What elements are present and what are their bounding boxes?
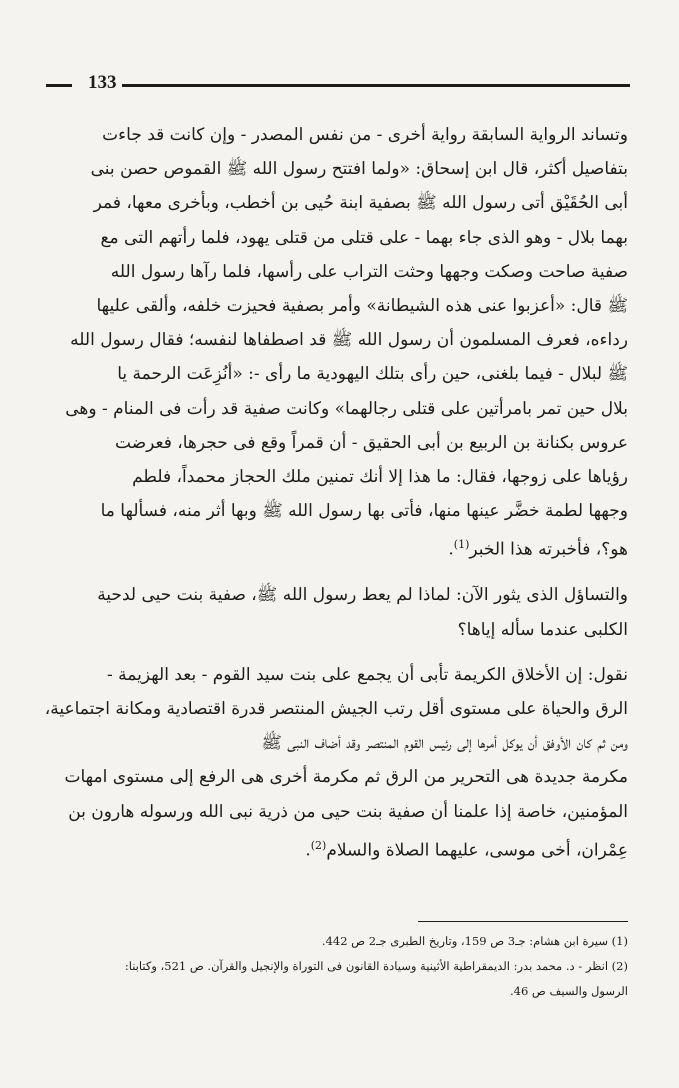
text-line: بهما بلال - وهو الذى جاء بهما - على قتلى من قتلى يهود، فلما رأتهم التى مع: [100, 227, 628, 248]
footnote-ref-1[interactable]: (1): [453, 538, 470, 552]
text-line: وتساند الرواية السابقة رواية أخرى - من نفس المصدر - وإن كانت قد جاءت: [102, 125, 628, 145]
page-header: [40, 70, 630, 100]
footnote-separator: [418, 921, 628, 922]
text-line: وجهها لطمة خضَّر عينها منها، فأتى بها رسول الله ﷺ وبها أثر منه، فسألها ما: [100, 501, 628, 522]
text-line: مكرمة جديدة هى التحرير من الرق ثم مكرمة أخرى هى الرفع إلى مستوى امهات: [64, 767, 628, 788]
text-line: نقول: إن الأخلاق الكريمة تأبى أن يجمع على بنت سيد القوم - بعد الهزيمة -: [107, 664, 628, 685]
header-rule-right: [122, 84, 630, 87]
text-line: ﷺ قال: «أعزبوا عنى هذه الشيطانة» وأمر بصفية فحيزت خلفه، وألقى عليها: [96, 296, 628, 317]
line-text: عِمْران، أخى موسى، عليهما الصلاة والسلام: [326, 840, 628, 861]
text-line: المؤمنين، خاصة إذا علمنا أن صفية بنت حيى من ذرية نبى الله ورسوله هارون بن: [68, 801, 628, 822]
text-line: الكلبى عندما سأله إياها؟: [457, 619, 628, 640]
text-line: بلال حين تمر بامرأتين على قتلى رجالهما» وكانت صفية قد رأت فى المنام - وهى: [65, 398, 628, 419]
text-line: أبى الحُقَيْق أتى رسول الله ﷺ بصفية ابنة حُيى بن أخطب، وبأخرى معها، فمر: [93, 193, 628, 214]
text-line: صفية صاحت وصكت وجهها وحثت التراب على رأسها، فلما رآها رسول الله: [110, 261, 628, 282]
text-line: بتفاصيل أكثر، قال ابن إسحاق: «ولما افتتح رسول الله ﷺ القموص حصن بنى: [90, 159, 628, 180]
line-text: هو؟، فأخبرته هذا الخبر: [469, 540, 628, 561]
header-rule-left: [46, 84, 72, 87]
text-line: ﷺ لبلال - فيما بلغنى، حين رأى بتلك اليهودية ما رأى -: «أنُزِعَت الرحمة يا: [117, 364, 628, 385]
text-line: والتساؤل الذى يثور الآن: لماذا لم يعط رسول الله ﷺ، صفية بنت حيى لدحية: [97, 585, 628, 606]
paragraph-2: [40, 578, 628, 646]
footnote-2: (2) انظر - د. محمد بدر: الديمقراطية الأثينية وسيادة القانون فى التوراة والإنجيل والقرآن. ص 521، وكتابنا:: [124, 959, 628, 973]
footnote-2-continued: الرسول والسيف ص 46.: [509, 984, 628, 998]
page-number: 133: [88, 72, 117, 93]
footnote-ref-2[interactable]: (2): [310, 838, 327, 852]
text-line: رؤياها على زوجها، فقال: ما هذا إلا أنك تمنين ملك الحجاز محمداً، فلطم: [132, 467, 628, 488]
text-line: عروس بكنانة بن الربيع بن أبى الحقيق - أن قمراً وقع فى حجرها، فعرضت: [115, 432, 628, 453]
paragraph-3: [40, 658, 628, 868]
text-line-last: [40, 829, 628, 868]
text-line-last: [40, 528, 628, 567]
text-line: الرق والحياة على مستوى أقل رتب الجيش المنتصر قدرة اقتصادية ومكانة اجتماعية،: [44, 698, 628, 719]
body-text: [40, 118, 628, 868]
line-end: .: [448, 540, 454, 561]
footnote-1: (1) سيرة ابن هشام: جـ3 ص 159، وتاريخ الطبرى جـ2 ص 442.: [321, 934, 628, 948]
paragraph-1: [40, 118, 628, 567]
text-line: ومن ثم كان الأوفق أن يوكل أمرها إلى رئيس القوم المنتصر وقد أضاف النبى ﷺ: [261, 733, 628, 754]
footnotes: [40, 929, 628, 1004]
text-line: رداءه، فعرف المسلمون أن رسول الله ﷺ قد اصطفاها لنفسه؛ فقال رسول الله: [70, 330, 628, 351]
line-end: .: [305, 840, 311, 861]
